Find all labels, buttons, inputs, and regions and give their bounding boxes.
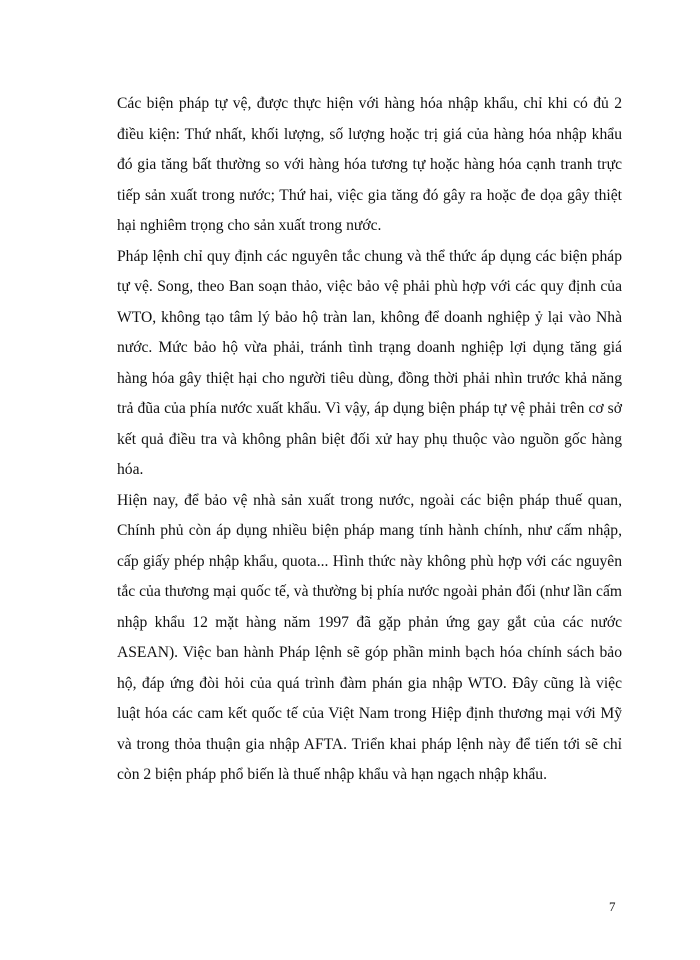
page-number: 7 xyxy=(609,899,616,914)
paragraph-1: Các biện pháp tự vệ, được thực hiện với hàng hóa nhập khẩu, chỉ khi có đủ 2 điều kiện: Thứ nhất, khối lượng, số lượng hoặc trị giá của hàng hóa nhập khẩu đó gia tăng bất thường so với hàng hóa tương tự hoặc hàng hóa cạnh tranh trực tiếp sản xuất trong nước; Thứ hai, việc gia tăng đó gây ra hoặc đe dọa gây thiệt hại nghiêm trọng cho sản xuất trong nước. xyxy=(117,95,622,234)
paragraph-3: Hiện nay, để bảo vệ nhà sản xuất trong nước, ngoài các biện pháp thuế quan, Chính phủ còn áp dụng nhiều biện pháp mang tính hành chính, như cấm nhập, cấp giấy phép nhập khẩu, quota... Hình thức này không phù hợp với các nguyên tắc của thương mại quốc tế, và thường bị phía nước ngoài phản đối (như lần cấm nhập khẩu 12 mặt hàng năm 1997 đã gặp phản ứng gay gắt của các nước ASEAN). Việc ban hành Pháp lệnh sẽ góp phần minh bạch hóa chính sách bảo hộ, đáp ứng đòi hỏi của quá trình đàm phán gia nhập WTO. Đây cũng là việc luật hóa các cam kết quốc tế của Việt Nam trong Hiệp định thương mại với Mỹ và trong thỏa thuận gia nhập AFTA. Triển khai pháp lệnh này để tiến tới sẽ chỉ còn 2 biện pháp phổ biến là thuế nhập khẩu và hạn ngạch nhập khẩu. xyxy=(117,491,622,783)
body-text xyxy=(117,89,622,791)
paragraph-2: Pháp lệnh chỉ quy định các nguyên tắc chung và thể thức áp dụng các biện pháp tự vệ. Song, theo Ban soạn thảo, việc bảo vệ phải phù hợp với các quy định của WTO, không tạo tâm lý bảo hộ tràn lan, không để doanh nghiệp ỷ lại vào Nhà nước. Mức bảo hộ vừa phải, tránh tình trạng doanh nghiệp lợi dụng tăng giá hàng hóa gây thiệt hại cho người tiêu dùng, đồng thời phải nhìn trước khả năng trả đũa của phía nước xuất khẩu. Vì vậy, áp dụng biện pháp tự vệ phải trên cơ sở kết quả điều tra và không phân biệt đối xử hay phụ thuộc vào nguồn gốc hàng hóa. xyxy=(117,247,622,478)
